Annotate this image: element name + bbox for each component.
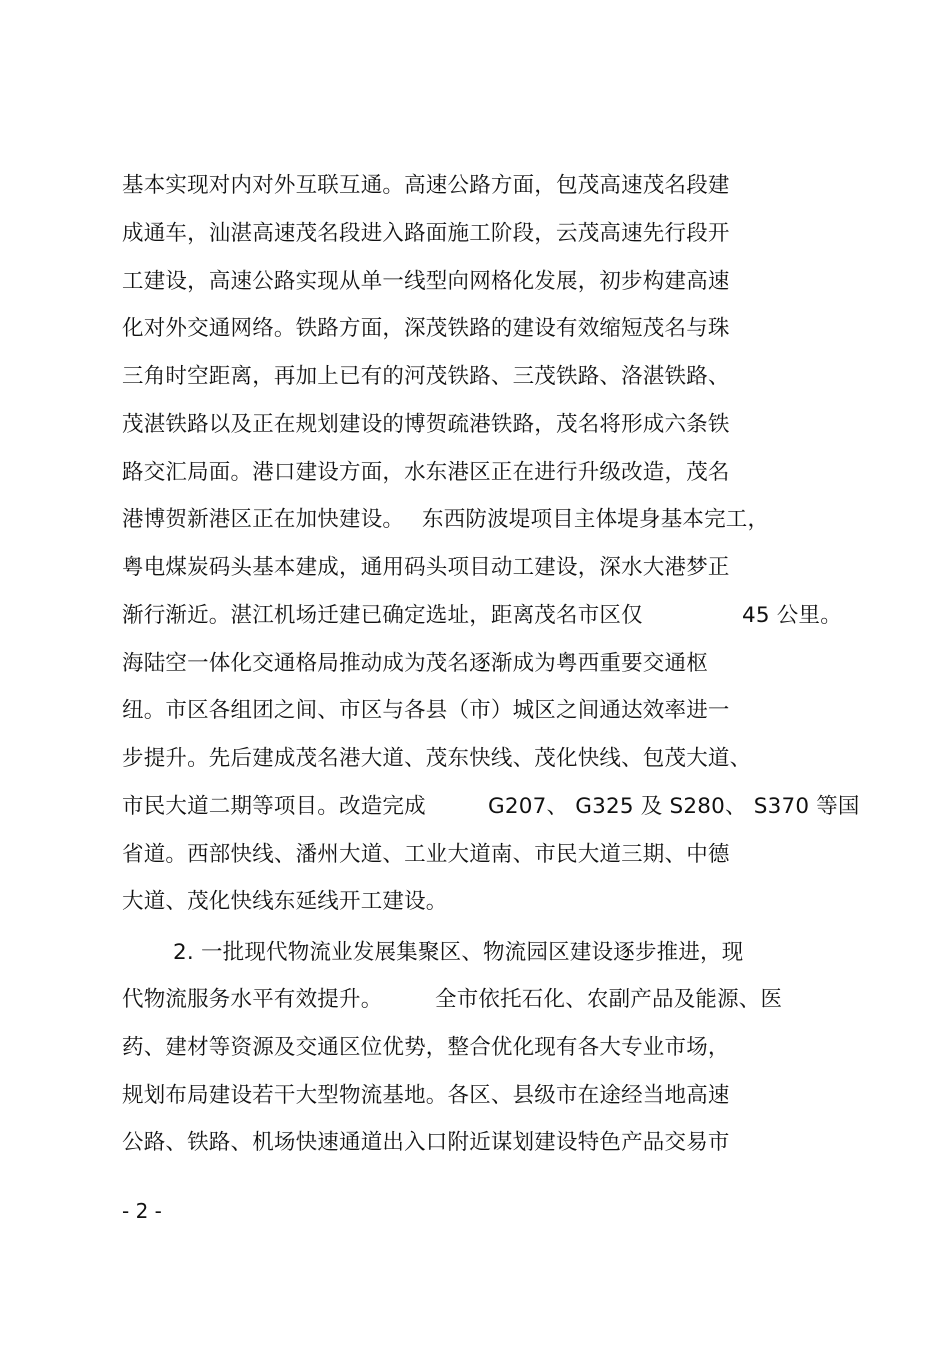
paragraph-start-line: 2. 一批现代物流业发展集聚区、物流园区建设逐步推进，现	[173, 940, 744, 965]
text-line: 化对外交通网络。铁路方面，深茂铁路的建设有效缩短茂名与珠	[122, 316, 730, 341]
text-segment: 渐行渐近。湛江机场迁建已确定选址，距离茂名市区仅	[122, 603, 643, 628]
text-segment: 全市依托石化、农副产品及能源、医	[435, 987, 783, 1012]
text-line: 省道。西部快线、潘州大道、工业大道南、市民大道三期、中德	[122, 842, 730, 867]
text-line	[122, 985, 812, 1015]
text-line: 药、建材等资源及交通区位优势，整合优化现有各大专业市场，	[122, 1035, 730, 1060]
text-line	[122, 601, 842, 631]
text-segment: 45 公里。	[742, 603, 842, 628]
text-line	[122, 792, 860, 822]
text-line: 成通车，汕湛高速茂名段进入路面施工阶段，云茂高速先行段开	[122, 221, 730, 246]
text-line: 大道、茂化快线东延线开工建设。	[122, 889, 448, 914]
text-line: 茂湛铁路以及正在规划建设的博贺疏港铁路，茂名将形成六条铁	[122, 412, 730, 437]
text-line: 纽。市区各组团之间、市区与各县（市）城区之间通达效率进一	[122, 698, 730, 723]
text-line: 基本实现对内对外互联互通。高速公路方面，包茂高速茂名段建	[122, 173, 730, 198]
text-line: 工建设，高速公路实现从单一线型向网格化发展，初步构建高速	[122, 269, 730, 294]
text-line	[122, 505, 832, 535]
text-line: 步提升。先后建成茂名港大道、茂东快线、茂化快线、包茂大道、	[122, 746, 752, 771]
text-line: 规划布局建设若干大型物流基地。各区、县级市在途经当地高速	[122, 1083, 730, 1108]
text-segment: G207、 G325 及 S280、 S370 等国	[488, 794, 860, 819]
text-segment: 市民大道二期等项目。改造完成	[122, 794, 426, 819]
text-line: 路交汇局面。港口建设方面，水东港区正在进行升级改造，茂名	[122, 460, 730, 485]
text-line: 三角时空距离，再加上已有的河茂铁路、三茂铁路、洛湛铁路、	[122, 364, 730, 389]
page-number: - 2 -	[122, 1199, 162, 1223]
text-segment: 港博贺新港区正在加快建设。	[122, 507, 405, 532]
text-line: 公路、铁路、机场快速通道出入口附近谋划建设特色产品交易市	[122, 1130, 730, 1155]
text-line: 粤电煤炭码头基本建成，通用码头项目动工建设，深水大港梦正	[122, 555, 730, 580]
text-segment: 东西防波堤项目主体堤身基本完工，	[422, 507, 770, 532]
text-line: 海陆空一体化交通格局推动成为茂名逐渐成为粤西重要交通枢	[122, 651, 708, 676]
text-segment: 代物流服务水平有效提升。	[122, 987, 383, 1012]
